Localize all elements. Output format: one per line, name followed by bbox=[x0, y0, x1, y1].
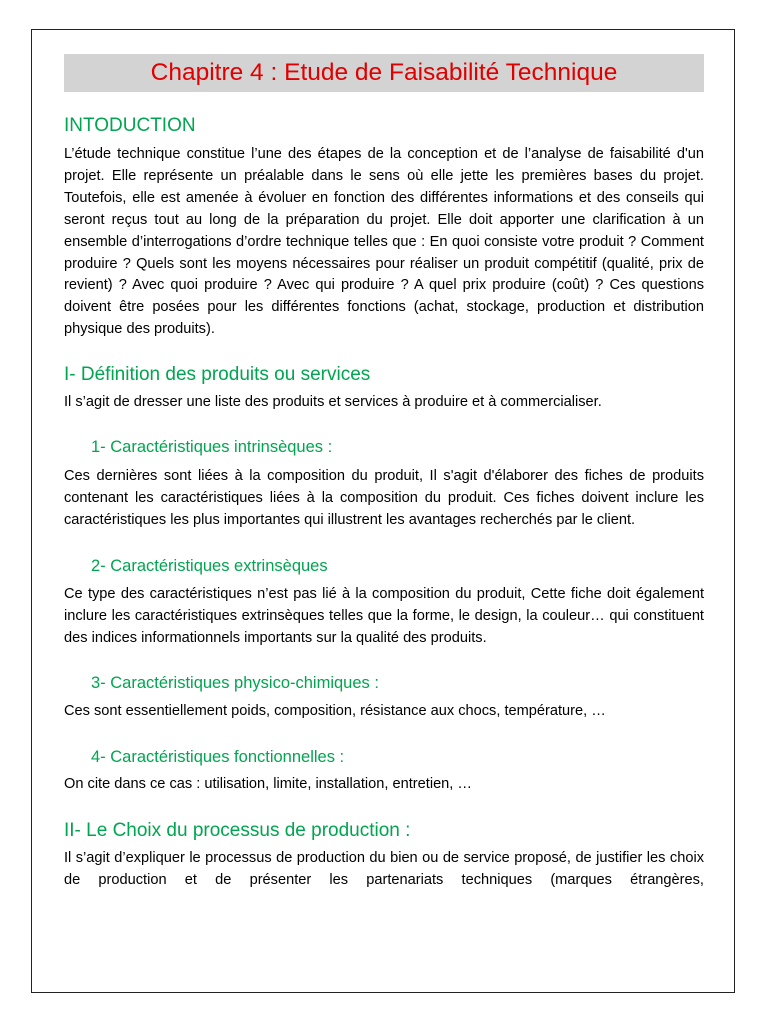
section1-paragraph: Il s’agit de dresser une liste des produits et services à produire et à commercialiser. bbox=[64, 394, 602, 411]
sub4-paragraph: On cite dans ce cas : utilisation, limite, installation, entretien, … bbox=[64, 776, 473, 793]
sub1-heading: 1- Caractéristiques intrinsèques : bbox=[91, 438, 333, 457]
sub3-paragraph: Ces sont essentiellement poids, composition, résistance aux chocs, température, … bbox=[64, 702, 606, 719]
sub1-paragraph: Ces dernières sont liées à la composition du produit, Il s'agit d'élaborer des fiches de produits contenant les caractéristiques liées à la composition du produit. Ces fiches doivent inclure les caractéristiques les plus importantes qui illustrent les avantages recherchés par le client. bbox=[64, 468, 704, 528]
intro-paragraph: L’étude technique constitue l’une des étapes de la conception et de l’analyse de faisabilité d'un projet. Elle représente un préalable dans le sens où elle jette les premières bases du projet. Toutefois, elle est amenée à évoluer en fonction des différentes informations et des conseils qui seront reçus tout au long de la préparation du projet. Elle doit apporter une clarification à un ensemble d’interrogations d’ordre technique telles que : En quoi consiste votre produit ? Comment produire ? Quels sont les moyens nécessaires pour réaliser un produit compétitif (qualité, prix de revient) ? Avec quoi produire ? Avec qui produire ? A quel prix produire (coût) ? Ces questions doivent être posées pour les différentes fonctions (achat, stockage, production et distribution physique des produits). bbox=[64, 146, 704, 338]
sub2-paragraph: Ce type des caractéristiques n’est pas lié à la composition du produit, Cette fiche doit également inclure les caractéristiques extrinsèques telles que la forme, le design, la couleur… qui constituent des indices informationnels importants sur la qualité des produits. bbox=[64, 585, 704, 646]
title-bar bbox=[64, 54, 704, 92]
sub4-heading: 4- Caractéristiques fonctionnelles : bbox=[91, 748, 345, 767]
section1-heading: I- Définition des produits ou services bbox=[64, 364, 371, 386]
sub2-heading: 2- Caractéristiques extrinsèques bbox=[91, 556, 328, 575]
intro-heading: INTODUCTION bbox=[64, 115, 196, 136]
document-content bbox=[64, 54, 704, 892]
chapter-title: Chapitre 4 : Etude de Faisabilité Technique bbox=[150, 59, 618, 86]
section2-paragraph: Il s’agit d’expliquer le processus de production du bien ou de service proposé, de justifier les choix de production et de présenter les partenariats techniques (marques étrangères, bbox=[64, 850, 704, 889]
section2-heading: II- Le Choix du processus de production : bbox=[64, 820, 411, 842]
sub3-heading: 3- Caractéristiques physico-chimiques : bbox=[91, 673, 379, 692]
